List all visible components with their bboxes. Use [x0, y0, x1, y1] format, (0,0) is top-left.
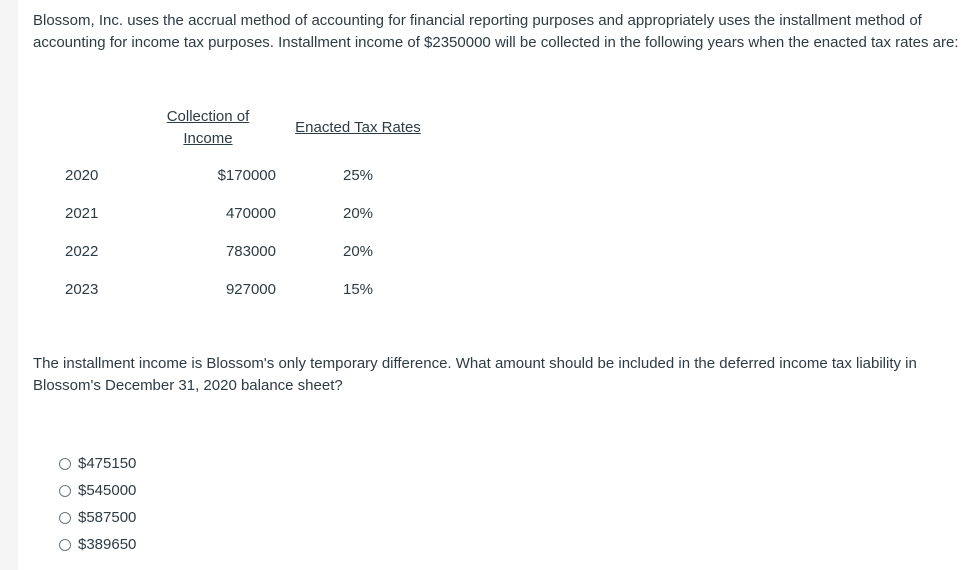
table-row-rate: 20% — [342, 243, 374, 260]
answer-options — [59, 450, 136, 558]
table-row-income: $170000 — [217, 167, 276, 184]
question-prompt: The installment income is Blossom's only temporary difference. What amount should be included in the deferred income tax liability in Blossom's December 31, 2020 balance sheet? — [33, 355, 917, 394]
table-row-year: 2020 — [65, 167, 99, 184]
answer-option-label: $587500 — [78, 509, 137, 526]
answer-option[interactable] — [59, 504, 136, 531]
table-row-income: 470000 — [225, 205, 276, 222]
table-row-rate: 20% — [342, 205, 374, 222]
left-margin-strip — [0, 0, 18, 570]
collection-header — [158, 106, 258, 150]
answer-option-label: $389650 — [78, 536, 137, 553]
answer-option-label: $475150 — [78, 455, 137, 472]
question-intro: Blossom, Inc. uses the accrual method of accounting for financial reporting purposes and appropriately uses the installment method of accounting for income tax purposes. Installment income of $2350000 will be collected in the following years when the enacted tax rates are: — [33, 12, 959, 51]
radio-button[interactable] — [59, 512, 71, 524]
rates-header: Enacted Tax Rates — [295, 119, 421, 136]
answer-option-label: $545000 — [78, 482, 137, 499]
table-row-year: 2022 — [65, 243, 99, 260]
table-row-year: 2023 — [65, 281, 99, 298]
collection-header-line2: Income — [183, 130, 233, 147]
radio-button[interactable] — [59, 485, 71, 497]
table-row-rate: 25% — [342, 167, 374, 184]
table-row-rate: 15% — [342, 281, 374, 298]
radio-button[interactable] — [59, 539, 71, 551]
question-panel — [18, 0, 974, 570]
table-row-income: 783000 — [225, 243, 276, 260]
answer-option[interactable] — [59, 450, 136, 477]
radio-button[interactable] — [59, 458, 71, 470]
answer-option[interactable] — [59, 531, 136, 558]
table-row-year: 2021 — [65, 205, 99, 222]
answer-option[interactable] — [59, 477, 136, 504]
table-row-income: 927000 — [225, 281, 276, 298]
collection-header-line1: Collection of — [166, 108, 250, 125]
